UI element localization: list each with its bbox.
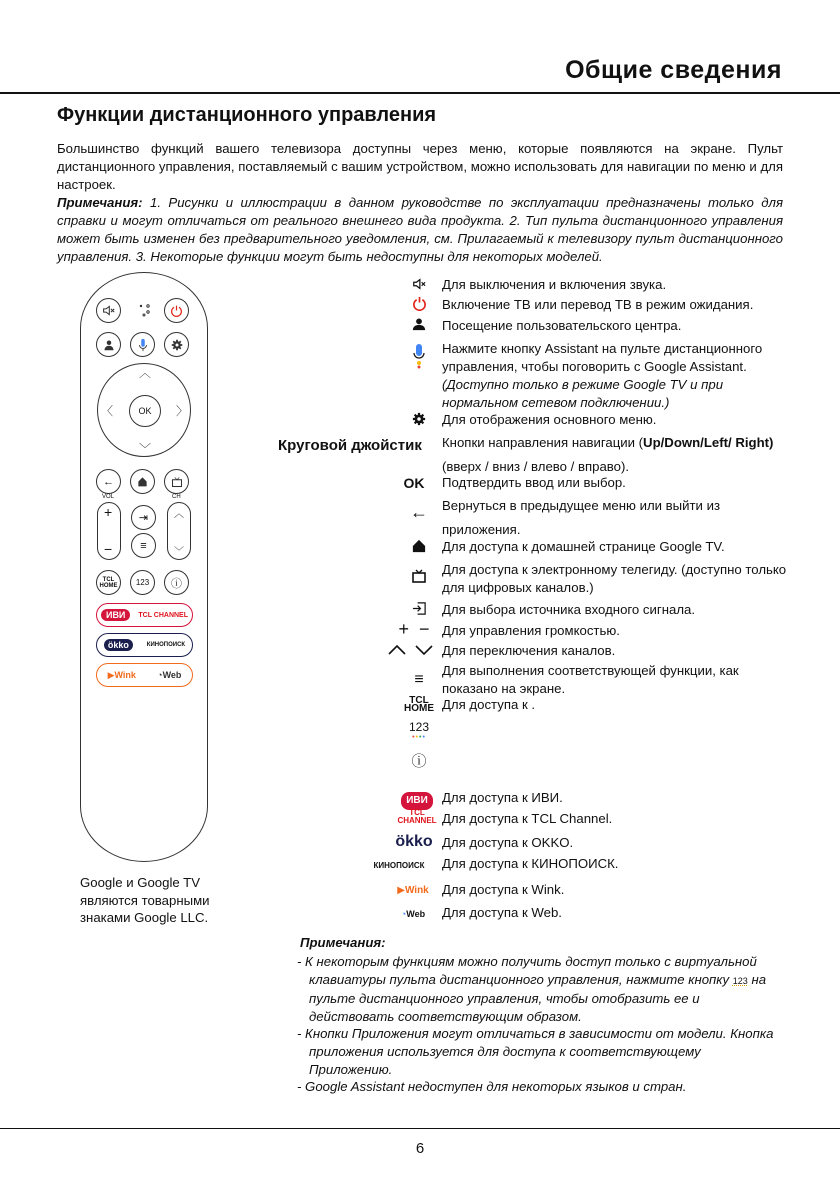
- num-123-icon: 123 ••••: [408, 720, 430, 741]
- fn-mute-text: Для выключения и включения звука.: [442, 277, 667, 292]
- kinopoisk-logo-label: КИНОПОИСК: [373, 861, 425, 870]
- fn-back-text: Вернуться в предыдущее меню или выйти из приложения.: [442, 498, 720, 537]
- notes-list: [297, 953, 787, 1096]
- page-number: 6: [415, 1140, 425, 1157]
- fn-user-text: Посещение пользовательского центра.: [442, 318, 682, 333]
- wink-logo-label: Wink: [114, 669, 136, 680]
- home-icon: [397, 539, 441, 556]
- fn-wink-text: Для доступа к Wink.: [442, 882, 565, 897]
- assistant-mic-icon: [397, 343, 441, 372]
- note-label: Примечания:: [57, 195, 143, 210]
- remote-illustration: [80, 272, 208, 862]
- back-arrow-icon: ←: [96, 469, 121, 494]
- num-123-inline-icon: 123: [732, 975, 748, 986]
- fn-okko-text: Для доступа к OKKO.: [442, 835, 574, 850]
- user-icon: [96, 332, 121, 357]
- volume-rocker: [97, 502, 121, 560]
- menu-lines-icon: ≡: [131, 533, 156, 558]
- ivi-tcl-channel-pill: [96, 603, 193, 627]
- user-icon: [397, 317, 441, 334]
- wink-logo: ▶Wink: [397, 885, 429, 896]
- fn-assistant-text: [442, 340, 787, 412]
- num-123-button-label: 123: [135, 578, 150, 587]
- dpad-up-icon: ︿: [139, 366, 152, 380]
- wink-web-pill: [96, 663, 193, 687]
- notes-item-1-a: - К некоторым функциям можно получить доступ только с виртуальной клавиатуры пульта дистанционного управления, нажмите кнопку: [297, 954, 757, 987]
- info-icon: ⓘ: [411, 753, 427, 770]
- fn-menu-text: Для выполнения соответствующей функции, как показано на экране.: [442, 663, 739, 696]
- fn-source-text: Для выбора источника входного сигнала.: [442, 602, 696, 617]
- fn-assistant-note: (Доступно только в режиме Google TV и при нормальном сетевом подключении.): [442, 377, 724, 410]
- fn-tcl-channel-text: Для доступа к TCL Channel.: [442, 811, 613, 826]
- back-arrow-icon: ←: [410, 502, 428, 522]
- notes-item-3: - Google Assistant недоступен для некоторых языков и стран.: [297, 1079, 687, 1095]
- tcl-home-button-label: TCL HOME: [99, 576, 118, 589]
- channel-rocker: [167, 502, 191, 560]
- wink-logo: ▶Wink: [107, 669, 136, 680]
- chevron-down-icon: ﹀: [174, 547, 184, 558]
- web-logo-label: Web: [162, 670, 182, 680]
- okko-logo: [386, 834, 442, 850]
- menu-lines-icon: ≡: [414, 671, 424, 688]
- fn-nav-bold1: Up/Down/Left/: [643, 435, 732, 450]
- power-icon: [397, 296, 441, 314]
- fn-home-text: Для доступа к домашней странице Google TV.: [442, 539, 725, 554]
- fn-nav-post: (вверх / вниз / влево / вправо).: [442, 459, 630, 474]
- settings-gear-icon: [397, 412, 441, 429]
- kinopoisk-logo: КИНОПОИСК: [146, 642, 186, 648]
- home-icon: [130, 469, 155, 494]
- tcl-channel-logo: TCL CHANNEL: [138, 611, 189, 619]
- wink-logo-label: Wink: [404, 885, 429, 896]
- okko-kinopoisk-pill: [96, 633, 193, 657]
- ivi-logo: [392, 790, 442, 810]
- footer-rule: [0, 1128, 840, 1129]
- kinopoisk-logo: [356, 858, 442, 874]
- web-logo: ◔Web: [400, 909, 426, 919]
- web-logo: ◔Web: [157, 670, 182, 680]
- settings-gear-icon: [164, 332, 189, 357]
- tcl-channel-logo: [392, 809, 442, 825]
- assistant-mic-icon: [130, 332, 155, 357]
- note-paragraph: [57, 194, 783, 266]
- ok-label: OK: [403, 475, 425, 491]
- mute-icon: [96, 298, 121, 323]
- fn-guide-text: Для доступа к электронному телегиду. (доступно только для цифровых каналов.): [442, 562, 787, 595]
- plus-icon: +: [104, 504, 113, 520]
- fn-assistant-main: Нажмите кнопку Assistant на пульте дистанционного управления, чтобы поговорить с Google Assistant.: [442, 341, 763, 374]
- section-title: Функции дистанционного управления: [57, 104, 437, 126]
- notes-item-2: - Кнопки Приложения могут отличаться в зависимости от модели. Кнопка приложения используется для доступа к соответствующему Приложению.: [297, 1026, 774, 1077]
- fn-channel-text: Для переключения каналов.: [442, 643, 616, 658]
- dpad-left-icon: 〈: [101, 404, 114, 418]
- fn-kinopoisk-text: Для доступа к КИНОПОИСК.: [442, 856, 619, 871]
- dpad-ring: [97, 363, 191, 457]
- vol-label: VOL: [102, 494, 115, 500]
- tcl-home-icon: [397, 697, 441, 713]
- plus-minus-icon: + −: [398, 619, 430, 639]
- okko-logo-label: ökko: [395, 833, 433, 850]
- ivi-logo-label: ИВИ: [401, 792, 433, 810]
- chevron-up-icon: ︿: [174, 509, 184, 520]
- mute-icon: [397, 277, 441, 294]
- fn-volume-text: Для управления громкостью.: [442, 623, 620, 638]
- dpad-right-icon: 〉: [176, 404, 189, 418]
- notes-item-1-b: на пульте дистанционного управления, чтобы отобразить ее и действовать соответствующим образом.: [309, 971, 767, 1024]
- source-input-icon: [397, 601, 441, 619]
- num-123-button: [130, 570, 155, 595]
- fn-nav-pre: Кнопки направления навигации (: [442, 435, 644, 450]
- minus-icon: −: [104, 541, 113, 557]
- num-123-icon-label: 123: [408, 720, 430, 734]
- info-icon: ⓘ: [164, 570, 189, 595]
- tcl-channel-logo-label: TCL CHANNEL: [397, 808, 437, 825]
- fn-power-text: Включение ТВ или перевод ТВ в режим ожидания.: [442, 297, 754, 312]
- google-trademark-note: Google и Google TV являются товарными знаками Google LLC.: [80, 875, 210, 925]
- tcl-home-button: [96, 570, 121, 595]
- fn-nav-bold2: Right): [735, 435, 774, 450]
- power-icon: [164, 298, 189, 323]
- fn-web-text: Для доступа к Web.: [442, 905, 562, 920]
- notes-title: Примечания:: [300, 935, 386, 950]
- notes-item-1: [297, 953, 787, 1025]
- fn-settings-text: Для отображения основного меню.: [442, 412, 657, 427]
- intro-paragraph: Большинство функций вашего телевизора доступны через меню, которые появляются на экране. Пульт дистанционного управления, поставляемый с вашим устройством, можно использовать для навигации по меню и для настроек.: [57, 141, 783, 192]
- ivi-logo: ИВИ: [101, 609, 130, 621]
- mic-dots-icon: [138, 303, 152, 317]
- fn-ok-text: Подтвердить ввод или выбор.: [442, 475, 626, 490]
- dpad-down-icon: ﹀: [139, 442, 152, 456]
- fn-ivi-text: Для доступа к ИВИ.: [442, 790, 563, 805]
- dpad-ok-button: OK: [129, 395, 161, 427]
- fn-tcl-home-text: Для доступа к .: [442, 697, 536, 712]
- page-header-title: Общие сведения: [565, 56, 782, 84]
- guide-tv-icon: [397, 568, 441, 587]
- web-logo-label: Web: [406, 909, 426, 919]
- okko-logo: ökko: [104, 639, 133, 651]
- fn-nav-text: [442, 431, 787, 479]
- header-rule: [0, 92, 840, 94]
- tcl-home-icon-label: TCL HOME: [404, 695, 434, 714]
- note-text: 1. Рисунки и иллюстрации в данном руководстве по эксплуатации предназначены только для справки и могут отличаться от реального внешнего вида продукта. 2. Тип пульта дистанционного управления может быть изменен без предварительного уведомления, см. Прилагаемый к телевизору пульт дистанционного управления. 3. Некоторые функции могут быть недоступны для некоторых моделей.: [57, 195, 783, 264]
- joystick-label: Круговой джойстик: [278, 437, 422, 454]
- chevron-up-down-icon: [382, 643, 440, 660]
- ch-label: CH: [172, 494, 181, 500]
- source-input-icon: ⇥: [131, 505, 156, 530]
- guide-tv-icon: [164, 469, 189, 494]
